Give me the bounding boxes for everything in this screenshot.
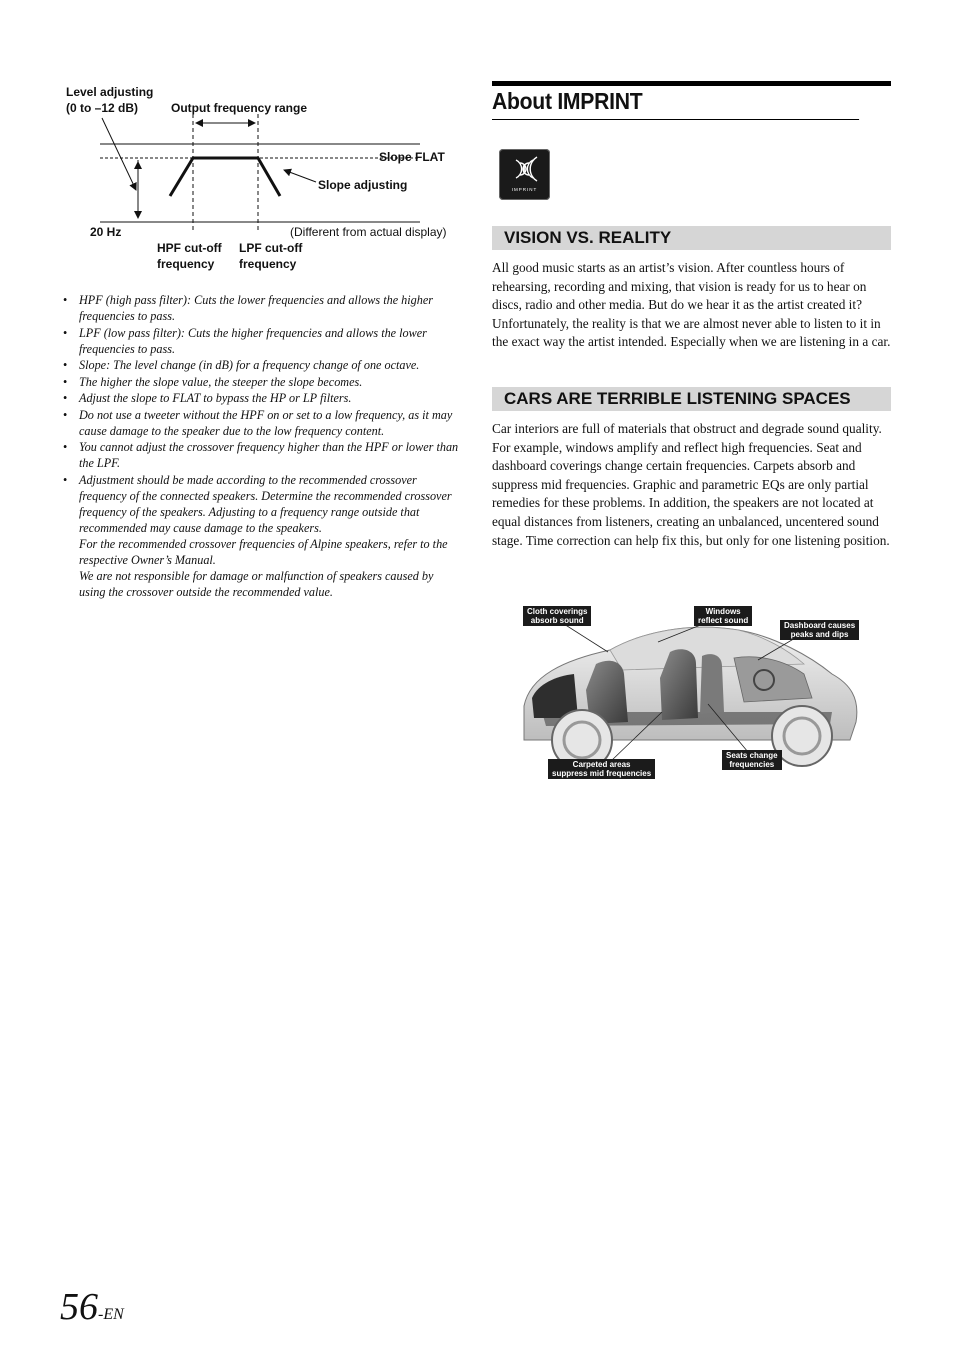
- car-interior-illustration: [512, 594, 870, 790]
- page-number-value: 56: [60, 1286, 98, 1328]
- callout-windows-line2: reflect sound: [698, 616, 749, 625]
- hpf-cutoff-label: [157, 240, 222, 272]
- note-alpine-reference: For the recommended crossover frequencies of Alpine speakers, refer to the respective Owner’s Manual.: [79, 536, 448, 567]
- note-tweeter: • Do not use a tweeter without the HPF on or set to a low frequency, as it may cause damage to the speaker due to the low frequency content.: [62, 407, 462, 439]
- note-crossover-limit: • You cannot adjust the crossover frequency higher than the HPF or lower than the LPF.: [62, 439, 462, 471]
- note-adjustment: [62, 472, 462, 600]
- callout-seats: [722, 750, 782, 770]
- callout-dashboard-line1: Dashboard causes: [784, 621, 856, 630]
- section-title-cars: CARS ARE TERRIBLE LISTENING SPACES: [492, 387, 891, 411]
- page-number: [60, 1282, 124, 1332]
- passband-curve: [170, 158, 280, 196]
- low-frequency-label: 20 Hz: [90, 225, 122, 239]
- callout-cloth-line1: Cloth coverings: [527, 607, 588, 616]
- lpf-label-line2: frequency: [239, 257, 297, 271]
- note-slope-value: • The higher the slope value, the steeper the slope becomes.: [62, 374, 462, 390]
- hpf-label-line2: frequency: [157, 257, 215, 271]
- lpf-cutoff-label: [239, 240, 302, 272]
- hpf-label-line1: HPF cut-off: [157, 241, 222, 255]
- callout-dashboard: [780, 620, 859, 640]
- note-slope-flat: • Adjust the slope to FLAT to bypass the HP or LP filters.: [62, 390, 462, 406]
- slope-flat-label: Slope FLAT: [379, 150, 445, 164]
- note-slope: • Slope: The level change (in dB) for a frequency change of one octave.: [62, 357, 462, 373]
- level-label-line2: (0 to –12 dB): [66, 101, 139, 115]
- display-disclaimer: (Different from actual display): [290, 225, 447, 239]
- callout-windows-line1: Windows: [705, 607, 741, 616]
- section-body-vision: All good music starts as an artist’s vision. After countless hours of rehearsing, recording and mixing, that vision is ready for us to hear on discs, radio and other media. But do we hear it as the artist created it? Unfortunately, the reality is that we are almost never able to listen to it in the exact way the artist intended. Especially when we are listening in a car.: [492, 260, 891, 350]
- lpf-label-line1: LPF cut-off: [239, 241, 303, 255]
- page-heading: About IMPRINT: [492, 86, 859, 120]
- imprint-logo-text: IMPRINT: [511, 187, 538, 192]
- callout-dashboard-line2: peaks and dips: [790, 630, 849, 639]
- callout-carpet-line2: suppress mid frequencies: [552, 769, 652, 778]
- page-number-suffix: -EN: [98, 1306, 124, 1323]
- section-body-cars: Car interiors are full of materials that obstruct and degrade sound quality. For example, windows amplify and reflect high frequencies. Seat and dashboard coverings change certain frequencies. Carpets absorb and suppress mid frequencies. Graphic and parametric EQs are only partial remedies for these problems. In addition, the speakers are not located at equal distances from listeners, creating an unbalanced, uncentered sound stage. Time correction can help fix this, but only for one listening position.: [492, 421, 890, 548]
- callout-cloth-coverings: [523, 606, 591, 626]
- level-label-line1: Level adjusting: [66, 85, 154, 99]
- slope-adjusting-label: Slope adjusting: [318, 178, 408, 192]
- callout-windows: [694, 606, 752, 626]
- callout-carpeted-areas: [548, 759, 655, 779]
- crossover-diagram: [90, 110, 430, 240]
- callout-cloth-line2: absorb sound: [530, 616, 584, 625]
- section-title-vision: VISION VS. REALITY: [492, 226, 891, 250]
- note-lpf: • LPF (low pass filter): Cuts the higher frequencies and allows the lower frequencies to pass.: [62, 325, 462, 357]
- note-hpf: • HPF (high pass filter): Cuts the lower frequencies and allows the higher frequencies to pass.: [62, 292, 462, 324]
- note-liability: We are not responsible for damage or malfunction of speakers caused by using the crossover outside the recommended value.: [79, 568, 434, 599]
- callout-seats-line1: Seats change: [726, 751, 778, 760]
- notes-list: [62, 292, 462, 600]
- callout-seats-line2: frequencies: [729, 760, 775, 769]
- callout-carpet-line1: Carpeted areas: [572, 760, 631, 769]
- note-adjustment-text: Adjustment should be made according to the recommended crossover frequency of the connected speakers. Determine the recommended crossover frequency of the speakers. Adjusting to a frequency range outside that recommended may cause damage to the speakers.: [79, 472, 452, 535]
- imprint-logo: [499, 149, 550, 200]
- output-range-label: Output frequency range: [171, 101, 308, 115]
- sound-waves-icon: [499, 151, 550, 187]
